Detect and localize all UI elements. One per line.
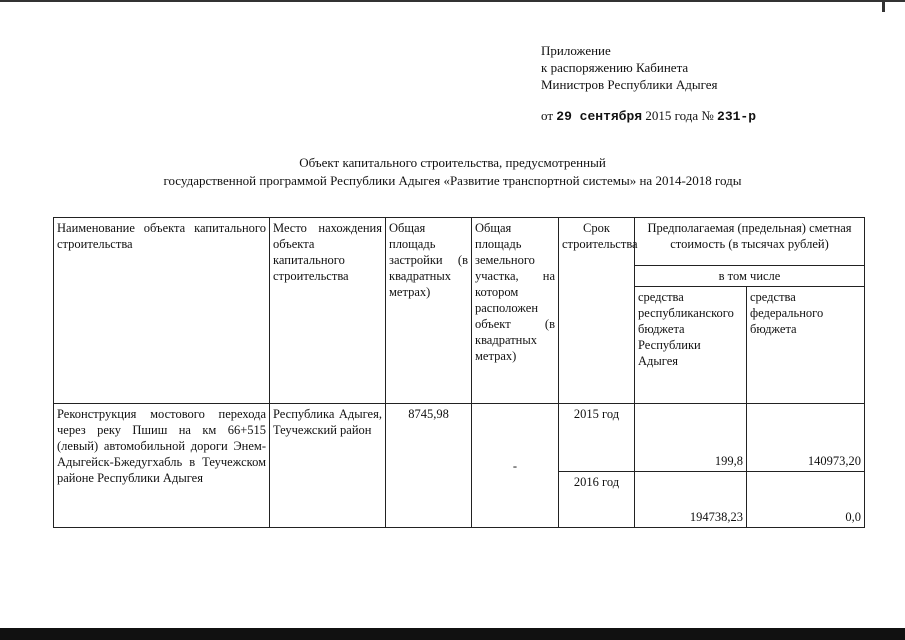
appendix-line-2: к распоряжению Кабинета <box>541 60 689 75</box>
order-date-line <box>541 108 756 124</box>
cell-federal-2015: 140973,20 <box>747 404 865 472</box>
header-estimated-cost: Предполагаемая (предельная) сметная стоимость (в тысячах рублей) <box>635 218 865 266</box>
cell-republic-2016: 194738,23 <box>635 472 747 528</box>
header-location: Место нахождения объекта капитального строительства <box>270 218 386 404</box>
appendix-line-3: Министров Республики Адыгея <box>541 77 718 92</box>
order-day-month: 29 сентября <box>556 109 643 124</box>
capital-construction-table <box>53 217 865 528</box>
header-construction-term: Срок строительства <box>559 218 635 404</box>
scan-edge-bottom <box>0 628 905 640</box>
title-line-1: Объект капитального строительства, предусмотренный <box>299 155 606 170</box>
date-prefix: от <box>541 108 554 123</box>
header-object-name: Наименование объекта капитального строительства <box>54 218 270 404</box>
cell-year-2015: 2015 год <box>559 404 635 472</box>
appendix-line-1: Приложение <box>541 43 611 58</box>
scan-edge-mark <box>882 0 885 12</box>
document-title <box>0 154 905 190</box>
header-land-area: Общая площадь земельного участка, на котором расположен объект (в квадратных метрах) <box>472 218 559 404</box>
table-row <box>54 404 865 472</box>
cell-federal-2016: 0,0 <box>747 472 865 528</box>
cell-object-name: Реконструкция мостового перехода через реку Пшиш на км 66+515 (левый) автомобильной дороги Энем-Адыгейск-Бжедугхабль в Теучежском районе Республики Адыгея <box>54 404 270 528</box>
order-number: 231-р <box>717 109 757 124</box>
appendix-block <box>541 42 718 93</box>
header-including: в том числе <box>635 266 865 287</box>
title-line-2: государственной программой Республики Адыгея «Развитие транспортной системы» на 2014-2018 годы <box>163 173 742 188</box>
scan-edge-top <box>0 0 905 2</box>
date-middle: 2015 года № <box>645 108 714 123</box>
cell-land-area: - <box>472 404 559 528</box>
cell-building-area: 8745,98 <box>386 404 472 528</box>
header-republic-budget: средства республиканского бюджета Республики Адыгея <box>635 287 747 404</box>
header-building-area: Общая площадь застройки (в квадратных метрах) <box>386 218 472 404</box>
cell-republic-2015: 199,8 <box>635 404 747 472</box>
header-federal-budget: средства федерального бюджета <box>747 287 865 404</box>
cell-location: Республика Адыгея, Теучежский район <box>270 404 386 528</box>
cell-year-2016: 2016 год <box>559 472 635 528</box>
